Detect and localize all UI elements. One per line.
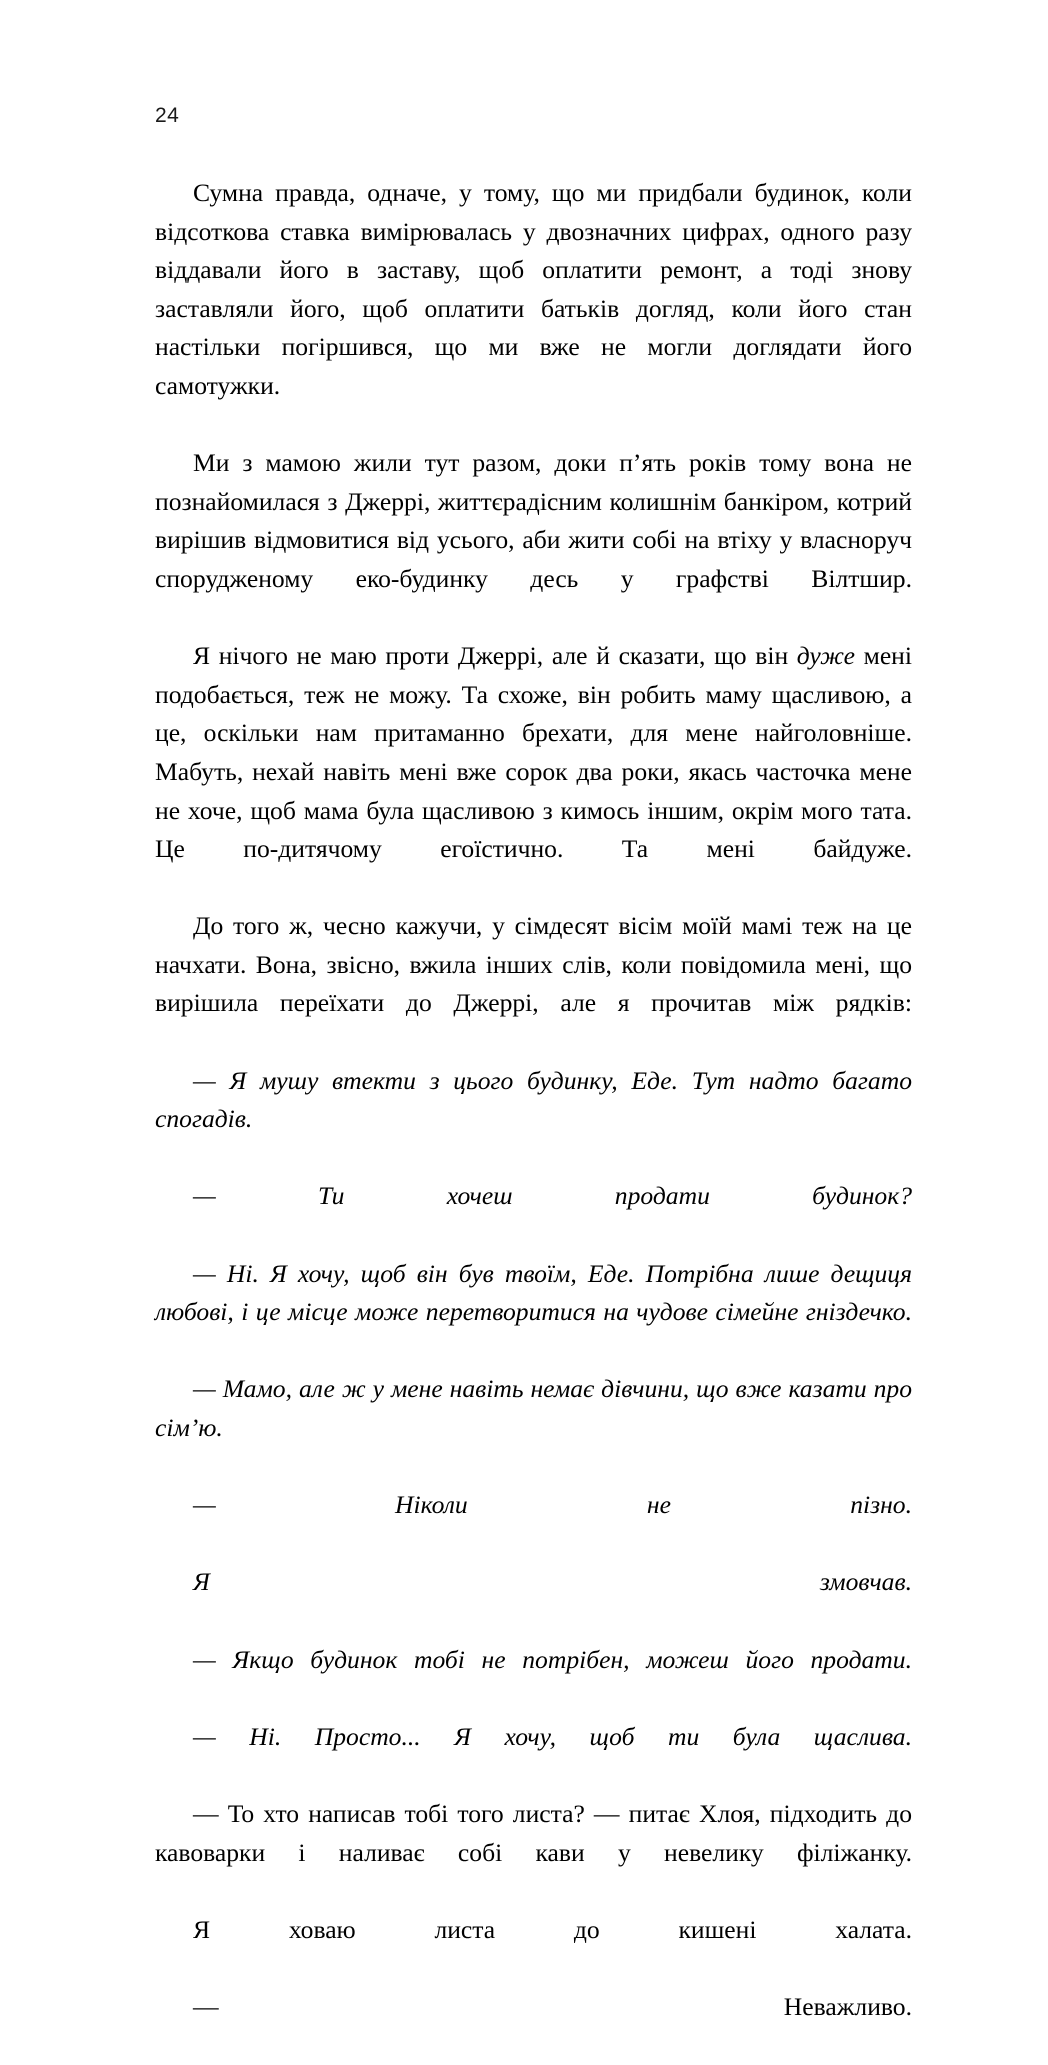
paragraph-3: [155, 637, 912, 907]
dialogue-line-7: — Ні. Просто... Я хочу, щоб ти була щаслива.: [193, 1721, 912, 1751]
dialogue-line-2: — Ти хочеш продати будинок?: [193, 1181, 912, 1211]
page-number: 24: [155, 104, 180, 127]
paragraph-3-text-before: Я нічого не маю проти Джеррі, але й сказати, що він: [193, 641, 797, 671]
body-text-block: [155, 174, 912, 2065]
dialogue-line-5: — Ніколи не пізно.: [193, 1490, 912, 1520]
paragraph-2: Ми з мамою жили тут разом, доки п’ять років тому вона не познайомилася з Джеррі, життєрадісним колишнім банкіром, котрий вирішив відмовитися від усього, аби жити собі на втіху у власноруч спорудженому еко-будинку десь у графстві Вілтшир.: [155, 448, 912, 593]
dialogue-line-8: — То хто написав тобі того листа? — питає Хлоя, підходить до кавоварки і наливає собі кави у невелику філіжанку.: [155, 1798, 912, 1867]
dialogue-line-6: — Якщо будинок тобі не потрібен, можеш його продати.: [193, 1644, 912, 1674]
paragraph-4: До того ж, чесно кажучи, у сімдесят вісім моїй мамі теж на це начхати. Вона, звісно, вжила інших слів, коли повідомила мені, що вирішила переїхати до Джеррі, але я прочитав між рядків:: [155, 911, 912, 1018]
paragraph-1: Сумна правда, одначе, у тому, що ми придбали будинок, коли відсоткова ставка вимірювалась у двозначних цифрах, одного разу віддавали його в заставу, щоб оплатити ремонт, а тоді знову заставляли його, щоб оплатити батьків догляд, коли його стан настільки погіршився, що ми вже не могли доглядати його самотужки.: [155, 178, 912, 400]
narration-line-1: Я змовчав.: [193, 1567, 912, 1597]
emphasis-duzhe: дуже: [796, 641, 855, 671]
dialogue-line-3: — Ні. Я хочу, щоб він був твоїм, Еде. Потрібна лише дещиця любові, і це місце може перетворитися на чудове сімейне гніздечко.: [155, 1258, 912, 1327]
paragraph-3-text-after: мені подобається, теж не можу. Та схоже, він робить маму щасливою, а це, оскільки нам притаманно брехати, для мене найголовніше. Мабуть, нехай навіть мені вже сорок два роки, якась часточка мене не хоче, щоб мама була щасливою з кимось іншим, окрім мого тата. Це по-дитячому егоїстично. Та мені байдуже.: [155, 641, 912, 864]
narration-line-2: Я ховаю листа до кишені халата.: [193, 1914, 912, 1944]
dialogue-line-4: — Мамо, але ж у мене навіть немає дівчини, що вже казати про сім’ю.: [155, 1374, 912, 1442]
dialogue-line-9: — Неважливо.: [193, 1991, 912, 2021]
dialogue-line-1: — Я мушу втекти з цього будинку, Еде. Тут надто багато спогадів.: [155, 1065, 912, 1134]
